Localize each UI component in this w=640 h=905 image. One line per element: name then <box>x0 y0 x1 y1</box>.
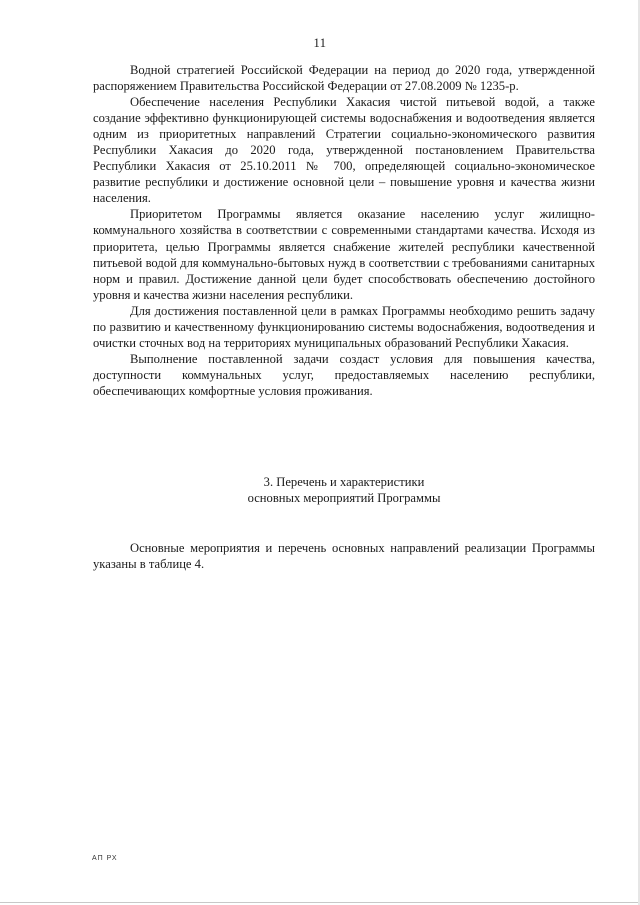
paragraph-program-priority: Приоритетом Программы является оказание населению услуг жилищно-коммунального хозяйства в соответствии с современными стандартами качества. Исходя из приоритета, целью Программы является снабжение жителей республики качественной питьевой водой для коммунально-бытовых нужд в соответствии с требованиями санитарных норм и правил. Достижение данной цели будет способствовать обеспечению достойного уровня и качества жизни населения республики. <box>93 207 595 302</box>
section-heading-line-2: основных мероприятий Программы <box>247 491 441 505</box>
paragraph-population-supply: Обеспечение населения Республики Хакасия чистой питьевой водой, а также создание эффективно функционирующей системы водоснабжения и водоотведения является одним из приоритетных направлений Стратегии социально-экономического развития Республики Хакасия до 2020 года, утвержденной постановлением Правительства Республики Хакасия от 25.10.2011 № 700, определяющей социально-экономическое развитие республики и достижение основной цели – повышение уровня и качества жизни населения. <box>93 95 595 206</box>
paragraph-program-task: Для достижения поставленной цели в рамках Программы необходимо решить задачу по развитию и качественному функционированию системы водоснабжения, водоотведения и очистки сточных вод на территориях муниципальных образований Республики Хакасия. <box>93 303 595 350</box>
section-heading <box>93 474 595 506</box>
body-text <box>93 62 595 399</box>
section-heading-line-1: 3. Перечень и характеристики <box>263 475 425 489</box>
footer-mark: АП РХ <box>92 855 118 862</box>
page-number: 11 <box>313 36 327 50</box>
paragraph-task-outcome: Выполнение поставленной задачи создаст условия для повышения качества, доступности коммунальных услуг, предоставляемых населению республики, обеспечивающих комфортные условия проживания. <box>93 351 595 398</box>
page-bottom-edge <box>0 902 640 903</box>
paragraph-water-strategy: Водной стратегией Российской Федерации на период до 2020 года, утвержденной распоряжением Правительства Российской Федерации от 27.08.2009 № 1235-р. <box>93 63 595 94</box>
paragraph-table-reference: Основные мероприятия и перечень основных направлений реализации Программы указаны в таблице 4. <box>93 541 595 571</box>
final-paragraph-container <box>93 540 595 572</box>
